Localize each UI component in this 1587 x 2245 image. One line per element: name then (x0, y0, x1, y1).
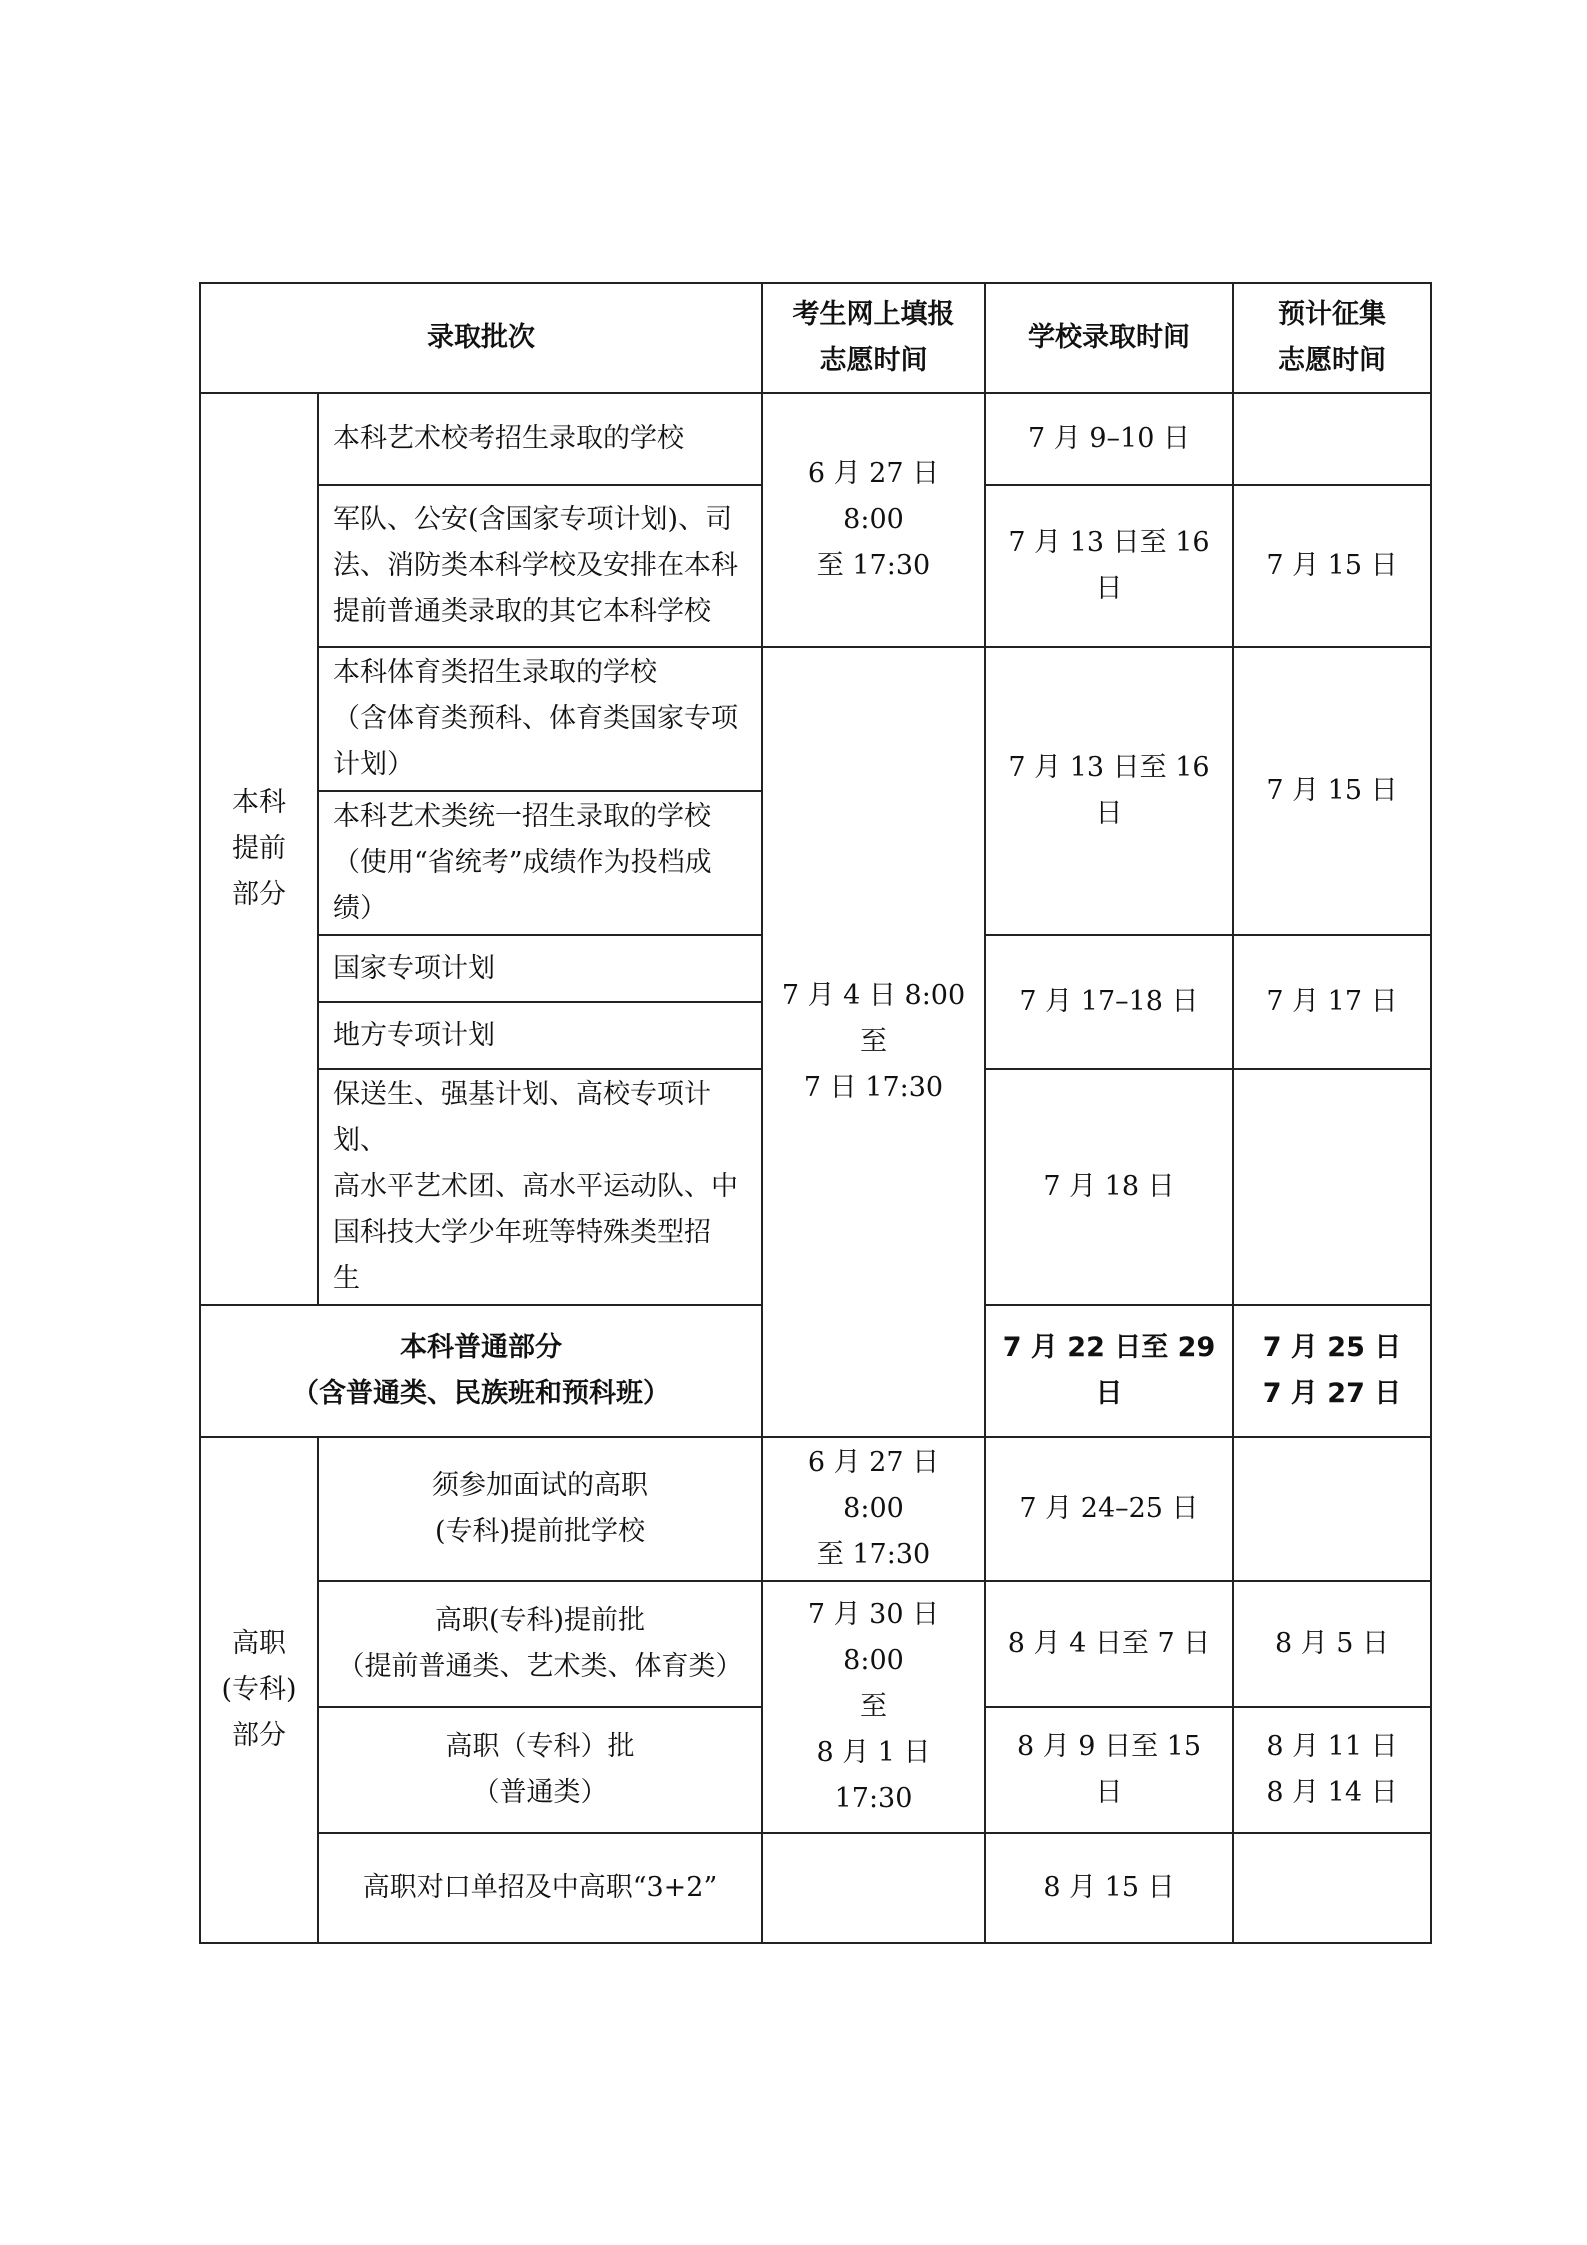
admit-time: 8 月 4 日至 7 日 (985, 1581, 1233, 1707)
apply-time: 7 月 30 日 8:00 至 8 月 1 日 17:30 (762, 1581, 985, 1833)
collect-time-empty (1233, 1069, 1431, 1305)
collect-time: 7 月 17 日 (1233, 935, 1431, 1069)
collect-time-empty (1233, 393, 1431, 485)
header-admit-time: 学校录取时间 (985, 283, 1233, 393)
admit-time: 7 月 13 日至 16 日 (985, 647, 1233, 935)
admit-time: 7 月 22 日至 29 日 (985, 1305, 1233, 1437)
admit-time: 7 月 13 日至 16 日 (985, 485, 1233, 647)
table-row (200, 1437, 1431, 1581)
batch-name: 地方专项计划 (318, 1002, 762, 1069)
apply-time: 6 月 27 日 8:00 至 17:30 (762, 1437, 985, 1581)
group-label-gz: 高职 (专科) 部分 (200, 1437, 318, 1943)
header-apply-time: 考生网上填报 志愿时间 (762, 283, 985, 393)
batch-name: 本科艺术类统一招生录取的学校 （使用“省统考”成绩作为投档成 绩） (318, 791, 762, 935)
group-label-bk-early: 本科 提前 部分 (200, 393, 318, 1305)
admit-time: 7 月 18 日 (985, 1069, 1233, 1305)
admit-time: 7 月 9–10 日 (985, 393, 1233, 485)
header-row (200, 283, 1431, 393)
table-row (200, 1833, 1431, 1943)
batch-name: 本科体育类招生录取的学校 （含体育类预科、体育类国家专项 计划） (318, 647, 762, 791)
apply-time: 6 月 27 日 8:00 至 17:30 (762, 393, 985, 647)
batch-name: 保送生、强基计划、高校专项计划、 高水平艺术团、高水平运动队、中 国科技大学少年班等特殊类型招 生 (318, 1069, 762, 1305)
admission-schedule-table (199, 282, 1432, 1944)
batch-name: 高职对口单招及中高职“3+2” (318, 1833, 762, 1943)
batch-name: 本科艺术校考招生录取的学校 (318, 393, 762, 485)
table-row (200, 647, 1431, 791)
admit-time: 8 月 15 日 (985, 1833, 1233, 1943)
collect-time: 7 月 15 日 (1233, 647, 1431, 935)
batch-name: 军队、公安(含国家专项计划)、司 法、消防类本科学校及安排在本科 提前普通类录取的其它本科学校 (318, 485, 762, 647)
collect-time-empty (1233, 1833, 1431, 1943)
table-row (200, 1581, 1431, 1707)
admit-time: 8 月 9 日至 15 日 (985, 1707, 1233, 1833)
admit-time: 7 月 24–25 日 (985, 1437, 1233, 1581)
collect-time: 8 月 11 日 8 月 14 日 (1233, 1707, 1431, 1833)
header-collect-time: 预计征集 志愿时间 (1233, 283, 1431, 393)
header-batch: 录取批次 (200, 283, 762, 393)
apply-time: 7 月 4 日 8:00 至 7 日 17:30 (762, 647, 985, 1437)
batch-name: 高职（专科）批 （普通类） (318, 1707, 762, 1833)
batch-name: 高职(专科)提前批 （提前普通类、艺术类、体育类） (318, 1581, 762, 1707)
batch-name: 须参加面试的高职 (专科)提前批学校 (318, 1437, 762, 1581)
admit-time: 7 月 17–18 日 (985, 935, 1233, 1069)
collect-time: 8 月 5 日 (1233, 1581, 1431, 1707)
collect-time-empty (1233, 1437, 1431, 1581)
apply-time-empty (762, 1833, 985, 1943)
batch-name-bk-regular: 本科普通部分 （含普通类、民族班和预科班） (200, 1305, 762, 1437)
collect-time: 7 月 15 日 (1233, 485, 1431, 647)
table-row (200, 393, 1431, 485)
batch-name: 国家专项计划 (318, 935, 762, 1002)
collect-time: 7 月 25 日 7 月 27 日 (1233, 1305, 1431, 1437)
